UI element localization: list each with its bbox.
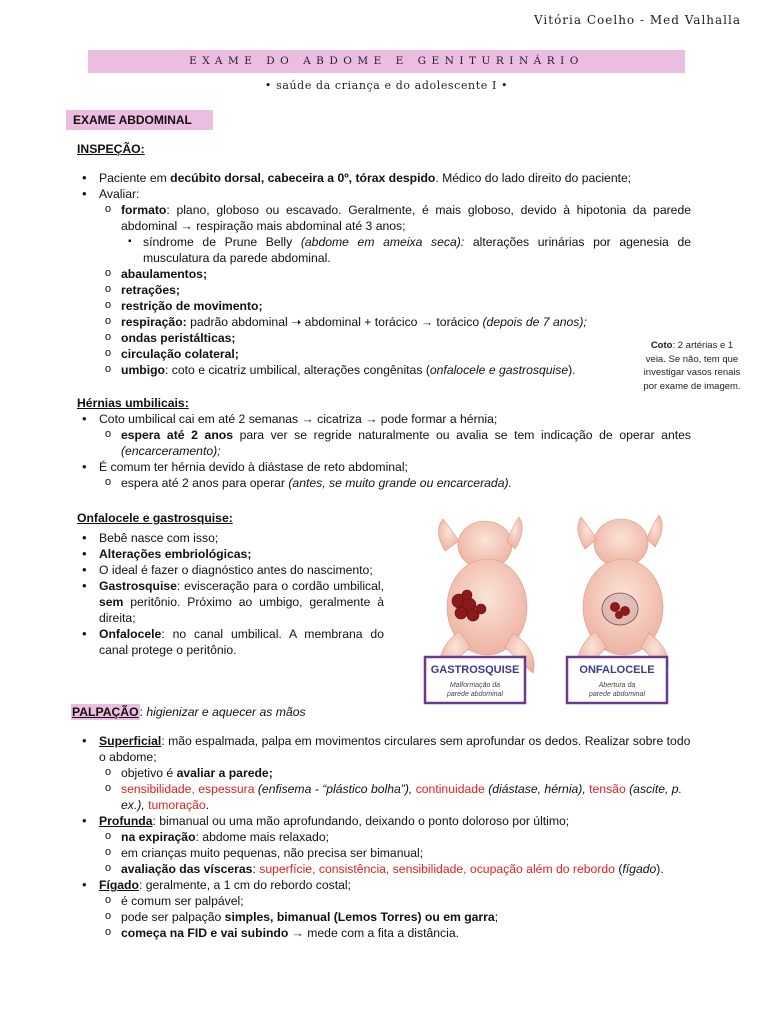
gastrosquise-onfalocele-illustration (415, 511, 690, 709)
palpacao-list (77, 733, 691, 941)
list-item: o retrações; (99, 282, 691, 298)
list-item: o começa na FID e vai subindo → mede com a fita a distância. (99, 925, 691, 941)
list-item: o umbigo: coto e cicatriz umbilical, alterações congênitas (onfalocele e gastrosquise). (99, 362, 629, 378)
list-item: • O ideal é fazer o diagnóstico antes do nascimento; (77, 562, 384, 578)
author-header: Vitória Coelho - Med Valhalla (533, 13, 741, 27)
onfalocele-list (77, 530, 384, 658)
document-subtitle: • saúde da criança e do adolescente I • (264, 79, 509, 92)
list-item: o na expiração: abdome mais relaxado; (99, 829, 691, 845)
inspecao-list (77, 170, 691, 378)
list-item: o é comum ser palpável; (99, 893, 691, 909)
list-item: o respiração: padrão abdominal ➝ abdominal + torácico → torácico (depois de 7 anos); (99, 314, 691, 330)
heading-palpacao: PALPAÇÃO (72, 705, 139, 719)
section-label-exame-abdominal: EXAME ABDOMINAL (66, 110, 213, 130)
caption-gastrosquise-1: Malformação da (449, 682, 501, 689)
caption-onfalocele-2: parede abdominal (588, 691, 646, 698)
list-item: • Avaliar: o formato: plano, globoso ou escavado. Geralmente, é mais globoso, devido à hipotonia da parede abdominal → respiração mais abdominal até 3 anos; ▪ síndrome de Prune Belly (abdome em ameixa seca): alterações urinárias por agenesia de musculatura da parede abdominal. o abaulamentos; o retrações; o restrição de movimento; o respiração: padrão abdominal ➝ abdominal + torácico → torácico (depois de 7 anos); o ondas peristálticas; o circulação colateral; o umbigo: coto e cicatriz umbilical, alterações congênitas (onfalocele e gastrosquise). (77, 186, 691, 378)
list-item: o em crianças muito pequenas, não precisa ser bimanual; (99, 845, 691, 861)
document-title: EXAME DO ABDOME E GENITURINÁRIO (88, 50, 685, 73)
list-item: o pode ser palpação simples, bimanual (Lemos Torres) ou em garra; (99, 909, 691, 925)
list-item: • Alterações embriológicas; (77, 546, 384, 562)
list-item: • Gastrosquise: evisceração para o cordão umbilical, sem peritônio. Próximo ao umbigo, geralmente à direita; (77, 578, 384, 626)
palpacao-heading-line: PALPAÇÃO: higienizar e aquecer as mãos (72, 705, 306, 719)
list-item: o objetivo é avaliar a parede; (99, 765, 691, 781)
baby-gastrosquise-figure (438, 517, 534, 673)
sidenote-coto: Coto: 2 artérias e 1 veia. Se não, tem que investigar vasos renais por exame de imagem. (643, 340, 741, 392)
list-item: • Fígado: geralmente, a 1 cm do rebordo costal; o é comum ser palpável; o pode ser palpação simples, bimanual (Lemos Torres) ou em garra; o começa na FID e vai subindo → mede com a fita a distância. (77, 877, 691, 941)
list-item: • Profunda: bimanual ou uma mão aprofundando, deixando o ponto doloroso por último; o na expiração: abdome mais relaxado; o em crianças muito pequenas, não precisa ser bimanual; o avaliação das vísceras: superfície, consistência, sensibilidade, ocupação além do rebordo (fígado). (77, 813, 691, 877)
list-item: • É comum ter hérnia devido à diástase de reto abdominal; o espera até 2 anos para operar (antes, se muito grande ou encarcerada). (77, 459, 691, 491)
heading-hernias: Hérnias umbilicais: (77, 396, 189, 410)
list-item: • Superficial: mão espalmada, palpa em movimentos circulares sem aprofundar os dedos. Realizar sobre todo o abdome; o objetivo é avaliar a parede; o sensibilidade, espessura (enfisema - “plástico bolha”), continuidade (diástase, hérnia), tensão (ascite, p. ex.), tumoração. (77, 733, 691, 813)
list-item: • Onfalocele: no canal umbilical. A membrana do canal protege o peritônio. (77, 626, 384, 658)
hernias-list (77, 411, 691, 491)
list-item: • Coto umbilical cai em até 2 semanas → cicatriza → pode formar a hérnia; o espera até 2 anos para ver se regride naturalmente ou avalia se tem indicação de operar antes (encarceramento); (77, 411, 691, 459)
list-item: • Bebê nasce com isso; (77, 530, 384, 546)
list-item: o sensibilidade, espessura (enfisema - “plástico bolha”), continuidade (diástase, hérnia), tensão (ascite, p. ex.), tumoração. (99, 781, 691, 813)
caption-gastrosquise-2: parede abdominal (446, 691, 504, 698)
list-item: o formato: plano, globoso ou escavado. Geralmente, é mais globoso, devido à hipotonia da parede abdominal → respiração mais abdominal até 3 anos; ▪ síndrome de Prune Belly (abdome em ameixa seca): alterações urinárias por agenesia de musculatura da parede abdominal. (99, 202, 691, 266)
list-item: • Paciente em decúbito dorsal, cabeceira a 0º, tórax despido. Médico do lado direito do paciente; (77, 170, 691, 186)
list-item: o ondas peristálticas; (99, 330, 691, 346)
list-item: o espera até 2 anos para operar (antes, se muito grande ou encarcerada). (99, 475, 691, 491)
label-gastrosquise: GASTROSQUISE (430, 664, 520, 676)
list-item: ▪ síndrome de Prune Belly (abdome em ameixa seca): alterações urinárias por agenesia de musculatura da parede abdominal. (121, 234, 691, 266)
list-item: o espera até 2 anos para ver se regride naturalmente ou avalia se tem indicação de operar antes (encarceramento); (99, 427, 691, 459)
list-item: o abaulamentos; (99, 266, 691, 282)
list-item: o avaliação das vísceras: superfície, consistência, sensibilidade, ocupação além do rebordo (fígado). (99, 861, 691, 877)
heading-onfalocele: Onfalocele e gastrosquise: (77, 511, 233, 525)
baby-onfalocele-figure (578, 515, 668, 671)
list-item: o circulação colateral; (99, 346, 691, 362)
label-onfalocele: ONFALOCELE (579, 664, 655, 676)
list-item: o restrição de movimento; (99, 298, 691, 314)
caption-onfalocele-1: Abertura da (598, 682, 636, 689)
heading-inspecao: INSPEÇÃO: (77, 142, 145, 156)
